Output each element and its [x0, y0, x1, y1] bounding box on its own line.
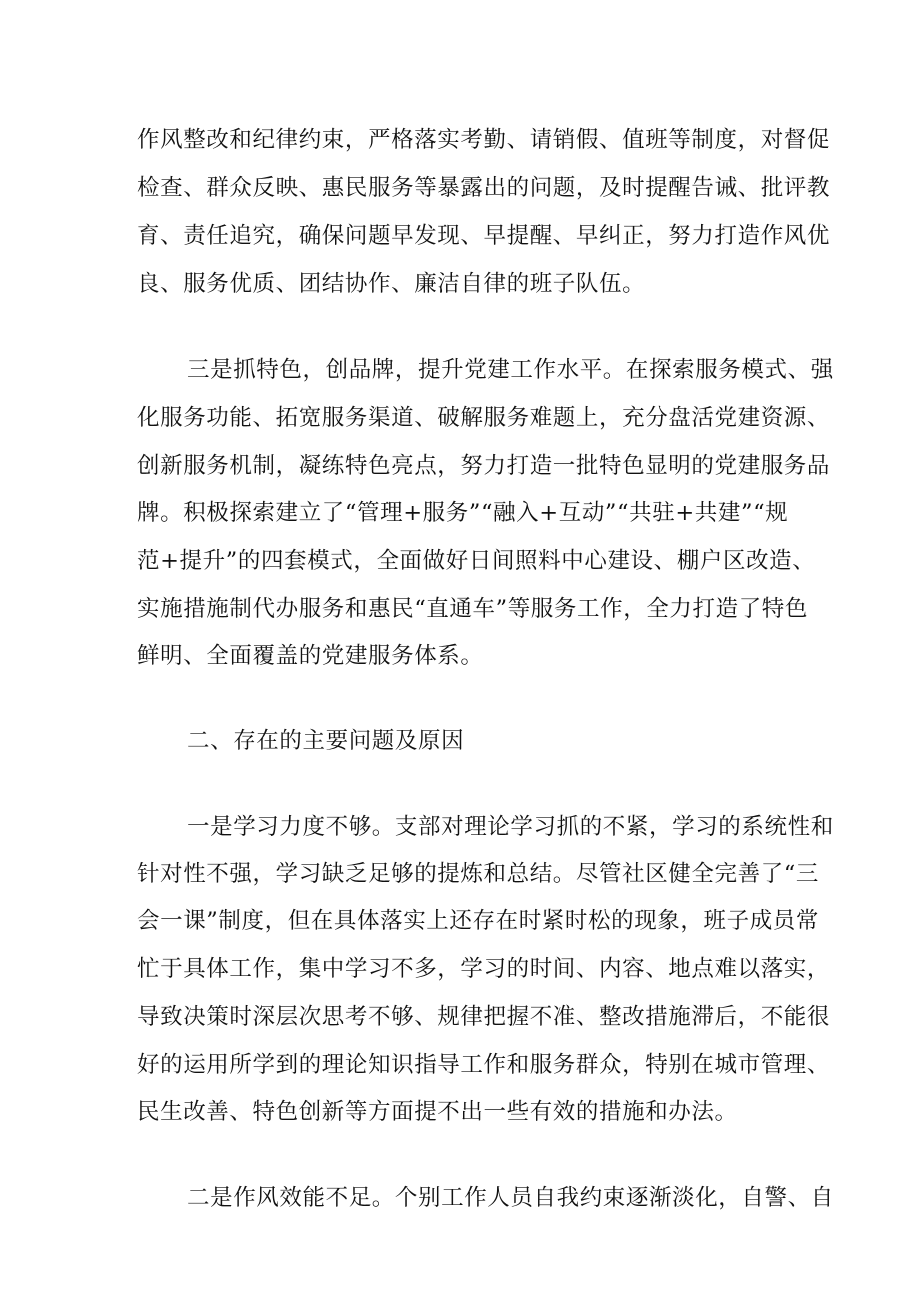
paragraph-line: 忙于具体工作，集中学习不多，学习的时间、内容、地点难以落实，	[137, 956, 831, 982]
paragraph-line: 二是作风效能不足。个别工作人员自我约束逐渐淡化，自警、自	[187, 1185, 834, 1211]
paragraph-line: 民生改善、特色创新等方面提不出一些有效的措施和办法。	[137, 1099, 738, 1125]
paragraph-line: 检查、群众反映、惠民服务等暴露出的问题，及时提醒告诫、批评教	[137, 175, 831, 201]
paragraph-line: 作风整改和纪律约束，严格落实考勤、请销假、值班等制度，对督促	[137, 127, 831, 153]
paragraph-line: 育、责任追究，确保问题早发现、早提醒、早纠正，努力打造作风优	[137, 223, 831, 249]
paragraph-line: 化服务功能、拓宽服务渠道、破解服务难题上，充分盘活党建资源、	[137, 405, 831, 431]
paragraph-line: 良、服务优质、团结协作、廉洁自律的班子队伍。	[137, 271, 646, 297]
paragraph-line: 牌。积极探索建立了“管理+服务”“融入+互动”“共驻+共建”“规	[137, 500, 789, 526]
paragraph-line: 三是抓特色，创品牌，提升党建工作水平。在探索服务模式、强	[187, 357, 834, 383]
paragraph-line: 范+提升”的四套模式，全面做好日间照料中心建设、棚户区改造、	[137, 548, 816, 574]
paragraph-line: 导致决策时深层次思考不够、规律把握不准、整改措施滞后，不能很	[137, 1004, 831, 1030]
paragraph-line: 针对性不强，学习缺乏足够的提炼和总结。尽管社区健全完善了“三	[137, 861, 820, 887]
paragraph-line: 好的运用所学到的理论知识指导工作和服务群众，特别在城市管理、	[137, 1052, 831, 1078]
section-heading: 二、存在的主要问题及原因	[187, 728, 465, 754]
paragraph-line: 实施措施制代办服务和惠民“直通车”等服务工作，全力打造了特色	[137, 596, 809, 622]
paragraph-line: 鲜明、全面覆盖的党建服务体系。	[137, 643, 484, 669]
paragraph-line: 会一课”制度，但在具体落实上还存在时紧时松的现象，班子成员常	[137, 908, 820, 934]
paragraph-line: 创新服务机制，凝练特色亮点，努力打造一批特色显明的党建服务品	[137, 453, 831, 479]
paragraph-line: 一是学习力度不够。支部对理论学习抓的不紧，学习的系统性和	[187, 814, 834, 840]
